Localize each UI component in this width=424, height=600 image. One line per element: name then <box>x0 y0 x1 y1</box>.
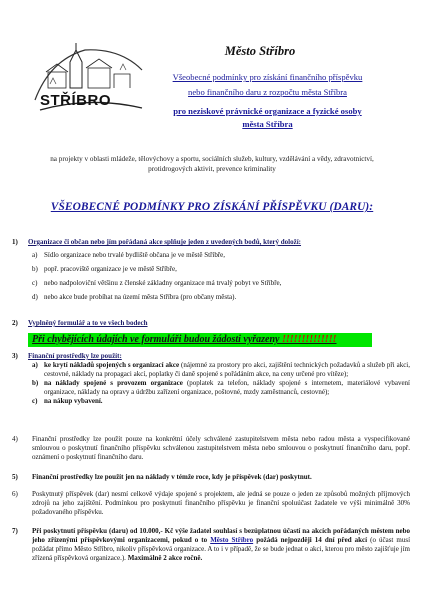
warning-text: Při chybějících údajích ve formuláři budou žádosti vyřazeny <box>32 334 280 345</box>
section-tail-text: Maximálně 2 akce ročně. <box>127 554 203 562</box>
list-item <box>32 251 410 260</box>
intro-text: na projekty v oblasti mládeže, tělovýchovy a sportu, sociálních služeb, kultury, vzdělávání a vědy, zdravotnictví, protidrogových aktivit, prevence kriminality <box>50 155 374 173</box>
list-letter: c) <box>32 397 38 405</box>
section-heading: Finanční prostředky lze použít: <box>28 352 122 360</box>
section-heading: Organizace či občan nebo jím pořádaná akce splňuje jeden z uvedených bodů, který doloží: <box>28 238 302 246</box>
list-text: Sídlo organizace nebo trvalé bydliště občana je ve městě Stříbře, <box>44 251 226 259</box>
logo-text: STŘÍBRO <box>40 92 111 109</box>
list-item <box>32 265 410 274</box>
list-text: (nájemné za prostory pro akci, zajištění technických požadavků a služeb při akci, cestovné, náklady na propagaci akcí, poplatky či daně spojené s pořádáním akce, na ceny určené pro vítěze); <box>44 361 410 378</box>
list-letter: b) <box>32 265 38 273</box>
list-text: (poplatek za telefon, náklady spojené s internetem, materiálové vybavení organizace, náklady na opravy a údržbu zařízení organizace, poštovné, mzdy zaměstnanců, cestovné); <box>44 379 411 396</box>
section-bold-text: Při poskytnutí příspěvku (daru) od 10.000,- Kč výše žadatel souhlasí s bezúplatnou účastí na akcích pořádaných městem nebo jeho zřízenými příspěvkovými organizacemi, pokud o to <box>32 527 410 544</box>
header-line-2: nebo finančního daru z rozpočtu města Stříbra <box>188 87 347 97</box>
city-link[interactable]: Město Stříbro <box>210 536 254 544</box>
section-number: 6) <box>12 490 18 498</box>
header-line-4: města Stříbra <box>242 119 293 129</box>
city-title: Město Stříbro <box>224 44 296 58</box>
section-text: Finanční prostředky lze použít pouze na konkrétní účely schválené zastupitelstvem města nebo radou města a vyspecifikované smlouvou o poskytnutí finančního příspěvku schválenou zastupitelstvem města nebo smlouvou o poskytnutí finančního daru, popř. oznámení o poskytnutí finančního daru. <box>32 435 410 461</box>
warning-highlight <box>28 333 372 347</box>
section-2 <box>12 319 410 328</box>
section-4 <box>12 435 410 462</box>
list-bold-text: na nákup vybavení. <box>44 397 103 405</box>
list-text: nebo akce bude probíhat na území města Stříbra (pro občany města). <box>44 293 237 301</box>
list-letter: a) <box>32 361 38 369</box>
list-bold-text: na náklady spojené s provozem organizace <box>44 379 183 387</box>
section-6 <box>12 490 410 517</box>
section-number: 4) <box>12 435 18 443</box>
list-item <box>32 379 410 397</box>
section-text: Poskytnutý příspěvek (dar) nesmí celkově výdaje spojené s projektem, ale jedná se pouze o jeden ze způsobů možných příjmových zdrojů na jeho zajištění. Podmínkou pro poskytnutí finančního příspěvku je finanční spoluúčast žadatele ve výši minimálně 30% požadovaného příspěvku. <box>32 490 410 516</box>
header-line-3: pro neziskové právnické organizace a fyzické osoby <box>173 106 362 116</box>
list-letter: b) <box>32 379 39 387</box>
section-number: 7) <box>12 527 18 535</box>
section-3 <box>12 352 410 406</box>
section-heading: Vyplněný formulář a to ve všech bodech <box>28 319 148 327</box>
list-text: popř. pracoviště organizace je ve městě Stříbře, <box>44 265 177 273</box>
warning-exclamations: !!!!!!!!!!!!!! <box>282 334 337 345</box>
section-number: 1) <box>12 238 18 246</box>
list-item <box>32 279 410 288</box>
main-title: VŠEOBECNÉ PODMÍNKY PRO ZÍSKÁNÍ PŘÍSPĚVKU (DARU): <box>50 201 374 213</box>
list-text: nebo nadpoloviční většinu z členské základny organizace má trvalý pobyt ve Stříbře, <box>44 279 282 287</box>
list-letter: c) <box>32 279 38 287</box>
list-letter: a) <box>32 251 38 259</box>
list-bold-text: ke krytí nákladů spojených s organizací akce <box>44 361 180 369</box>
city-logo <box>30 40 148 120</box>
section-bold-text-2: požádá nejpozději 14 dní před akcí <box>256 536 368 544</box>
list-item <box>32 397 410 406</box>
section-1 <box>12 238 410 302</box>
section-text <box>32 527 410 563</box>
section-5 <box>12 473 410 482</box>
section-number: 3) <box>12 352 18 360</box>
header-line-1: Všeobecné podmínky pro získání finančního příspěvku <box>172 72 363 82</box>
list-item <box>32 293 410 302</box>
section-number: 2) <box>12 319 18 327</box>
section-text: Finanční prostředky lze použít jen na náklady v témže roce, kdy je příspěvek (dar) poskytnut. <box>32 473 312 481</box>
section-rest-text: (o účast musí požádat přímo Město Stříbro, nikoliv příspěvková organizace. A to i v případě, že se bude jednat o akci, kterou pro město zajišťuje jím zřízená příspěvková organizace.). <box>32 536 411 562</box>
list-letter: d) <box>32 293 38 301</box>
section-7 <box>12 527 410 563</box>
section-number: 5) <box>12 473 18 481</box>
list-item <box>32 361 410 379</box>
